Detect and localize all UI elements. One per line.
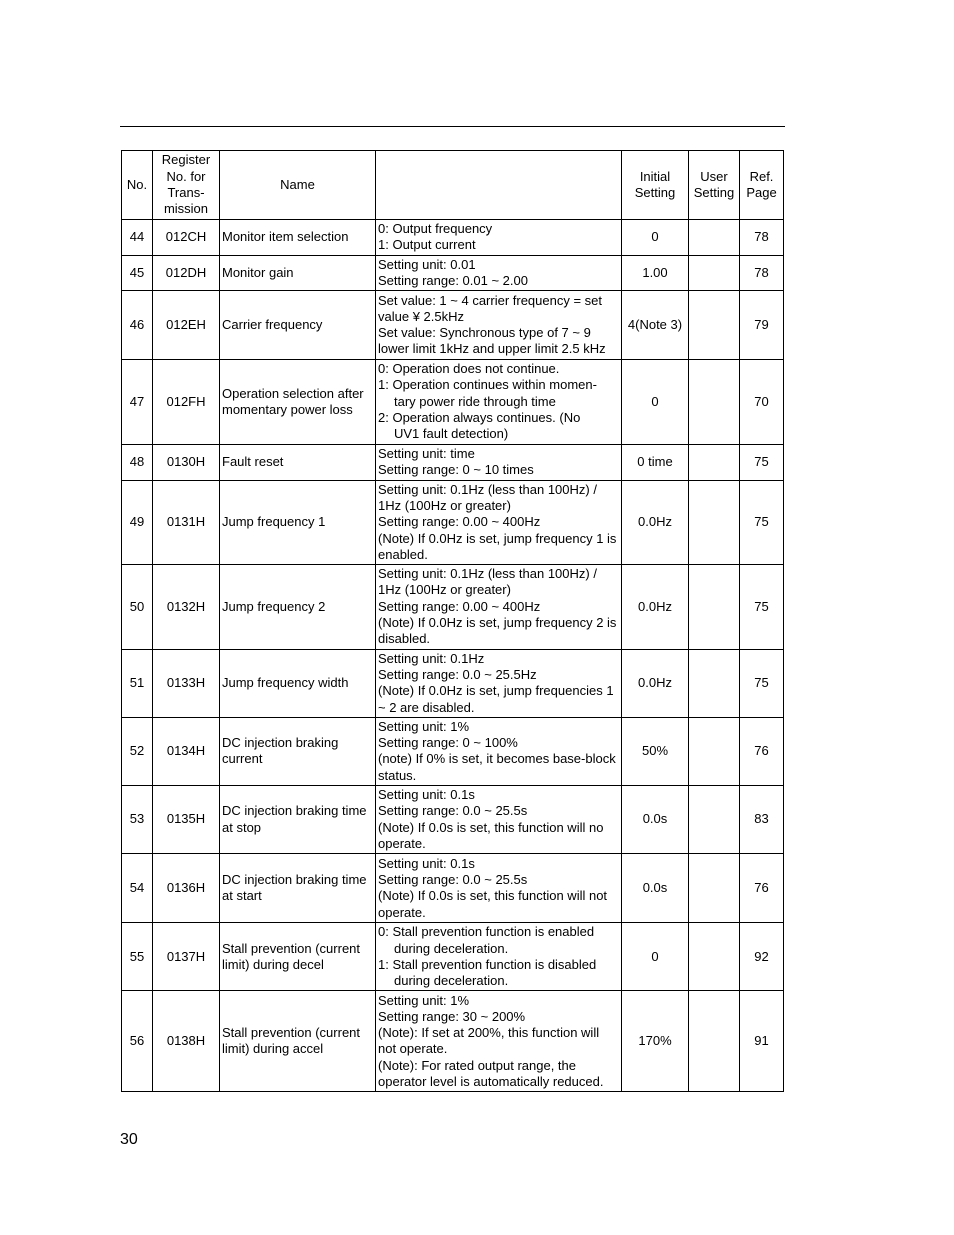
cell-initial-setting: 1.00 xyxy=(622,255,689,291)
cell-description xyxy=(376,360,622,444)
cell-no: 47 xyxy=(122,360,153,444)
cell-initial-setting: 0.0Hz xyxy=(622,649,689,717)
description-line: 1: Output current xyxy=(378,237,476,253)
cell-description xyxy=(376,444,622,480)
cell-ref-page: 76 xyxy=(740,854,784,923)
table-row xyxy=(122,786,784,854)
description-line: Setting range: 0.0 ~ 25.5s xyxy=(378,803,528,819)
cell-name xyxy=(220,717,376,785)
name-line: Jump frequency 1 xyxy=(222,514,326,530)
description-line: Setting range: 0.00 ~ 400Hz xyxy=(378,598,541,614)
cell-name xyxy=(220,444,376,480)
cell-name xyxy=(220,360,376,444)
description-line: Setting range: 0 ~ 10 times xyxy=(378,462,534,478)
header-description xyxy=(376,151,622,220)
cell-ref-page: 76 xyxy=(740,717,784,785)
cell-name xyxy=(220,480,376,564)
cell-description xyxy=(376,220,622,256)
name-line: Stall prevention (current limit) during decel xyxy=(222,940,361,972)
cell-initial-setting: 4(Note 3) xyxy=(622,291,689,360)
cell-no: 52 xyxy=(122,717,153,785)
description-line: (Note) If 0.0Hz is set, jump frequency 1 is enabled. xyxy=(378,530,617,562)
cell-register-no: 012DH xyxy=(153,255,220,291)
header-user-setting: User Setting xyxy=(689,151,740,220)
cell-ref-page: 75 xyxy=(740,444,784,480)
description-line: Setting unit: 0.1Hz (less than 100Hz) / 1Hz (100Hz or greater) xyxy=(378,566,597,598)
name-line: Monitor gain xyxy=(222,264,294,280)
description-line: Setting unit: time xyxy=(378,445,475,461)
description-line: (Note): If set at 200%, this function will not operate. xyxy=(378,1025,600,1057)
description-line: tary power ride through time xyxy=(394,393,556,409)
table-row xyxy=(122,220,784,256)
cell-initial-setting: 0 xyxy=(622,360,689,444)
cell-user-setting xyxy=(689,220,740,256)
cell-description xyxy=(376,649,622,717)
cell-name xyxy=(220,991,376,1092)
name-line: Fault reset xyxy=(222,454,284,470)
cell-name xyxy=(220,291,376,360)
cell-initial-setting: 0.0Hz xyxy=(622,480,689,564)
cell-initial-setting: 0 xyxy=(622,220,689,256)
header-initial-setting: Initial Setting xyxy=(622,151,689,220)
description-line: (note) If 0% is set, it becomes base-block status. xyxy=(378,751,616,783)
cell-ref-page: 70 xyxy=(740,360,784,444)
cell-initial-setting: 0.0s xyxy=(622,786,689,854)
table-header-row xyxy=(122,151,784,220)
cell-initial-setting: 0.0s xyxy=(622,854,689,923)
cell-ref-page: 92 xyxy=(740,923,784,991)
cell-ref-page: 75 xyxy=(740,649,784,717)
description-line: (Note): For rated output range, the operator level is automatically reduced. xyxy=(378,1057,604,1089)
cell-user-setting xyxy=(689,360,740,444)
cell-name xyxy=(220,255,376,291)
cell-register-no: 0131H xyxy=(153,480,220,564)
table-row xyxy=(122,649,784,717)
description-line: Setting unit: 0.1Hz (less than 100Hz) / 1Hz (100Hz or greater) xyxy=(378,481,597,513)
cell-initial-setting: 170% xyxy=(622,991,689,1092)
cell-initial-setting: 0 time xyxy=(622,444,689,480)
description-line: Setting unit: 0.01 xyxy=(378,256,476,272)
cell-no: 50 xyxy=(122,565,153,649)
cell-description xyxy=(376,923,622,991)
table-row xyxy=(122,717,784,785)
description-line: Setting unit: 1% xyxy=(378,992,470,1008)
cell-name xyxy=(220,786,376,854)
description-line: Setting range: 30 ~ 200% xyxy=(378,1008,526,1024)
cell-ref-page: 75 xyxy=(740,480,784,564)
cell-user-setting xyxy=(689,255,740,291)
cell-ref-page: 83 xyxy=(740,786,784,854)
name-line: Monitor item selection xyxy=(222,229,349,245)
cell-user-setting xyxy=(689,480,740,564)
cell-no: 45 xyxy=(122,255,153,291)
cell-ref-page: 91 xyxy=(740,991,784,1092)
description-line: 2: Operation always continues. (No xyxy=(378,410,581,426)
cell-no: 54 xyxy=(122,854,153,923)
cell-user-setting xyxy=(689,923,740,991)
table-row xyxy=(122,565,784,649)
name-line: DC injection braking current xyxy=(222,735,339,767)
cell-description xyxy=(376,717,622,785)
name-line: Jump frequency 2 xyxy=(222,598,326,614)
description-line: (Note) If 0.0Hz is set, jump frequencies 1 ~ 2 are disabled. xyxy=(378,683,614,715)
cell-name xyxy=(220,854,376,923)
description-line: Set value: Synchronous type of 7 ~ 9 lower limit 1kHz and upper limit 2.5 kHz xyxy=(378,325,606,357)
description-line: 1: Operation continues within momen- xyxy=(378,377,597,393)
page-number: 30 xyxy=(120,1131,138,1148)
cell-user-setting xyxy=(689,854,740,923)
description-line: Setting range: 0.0 ~ 25.5Hz xyxy=(378,666,537,682)
description-line: during deceleration. xyxy=(394,940,509,956)
description-line: (Note) If 0.0Hz is set, jump frequency 2 is disabled. xyxy=(378,615,617,647)
cell-register-no: 0132H xyxy=(153,565,220,649)
cell-description xyxy=(376,565,622,649)
description-line: Setting unit: 0.1Hz xyxy=(378,650,485,666)
cell-ref-page: 75 xyxy=(740,565,784,649)
header-rule xyxy=(120,126,785,127)
description-line: Setting range: 0.0 ~ 25.5s xyxy=(378,871,528,887)
cell-user-setting xyxy=(689,565,740,649)
cell-register-no: 012CH xyxy=(153,220,220,256)
cell-ref-page: 78 xyxy=(740,255,784,291)
name-line: DC injection braking time at stop xyxy=(222,803,367,835)
cell-no: 55 xyxy=(122,923,153,991)
cell-register-no: 0136H xyxy=(153,854,220,923)
parameter-table xyxy=(121,150,784,1092)
header-no: No. xyxy=(122,151,153,220)
cell-ref-page: 79 xyxy=(740,291,784,360)
cell-description xyxy=(376,291,622,360)
cell-name xyxy=(220,923,376,991)
description-line: Setting range: 0.00 ~ 400Hz xyxy=(378,514,541,530)
name-line: DC injection braking time at start xyxy=(222,871,367,904)
cell-register-no: 0135H xyxy=(153,786,220,854)
cell-register-no: 012EH xyxy=(153,291,220,360)
cell-initial-setting: 0.0Hz xyxy=(622,565,689,649)
header-ref-page: Ref. Page xyxy=(740,151,784,220)
table-row xyxy=(122,923,784,991)
cell-description xyxy=(376,854,622,923)
cell-ref-page: 78 xyxy=(740,220,784,256)
cell-user-setting xyxy=(689,291,740,360)
cell-no: 44 xyxy=(122,220,153,256)
description-line: UV1 fault detection) xyxy=(394,426,509,442)
name-line: Jump frequency width xyxy=(222,675,349,691)
description-line: (Note) If 0.0s is set, this function will no operate. xyxy=(378,819,604,851)
header-name: Name xyxy=(220,151,376,220)
description-line: 1: Stall prevention function is disabled xyxy=(378,956,597,972)
table-row xyxy=(122,360,784,444)
cell-no: 48 xyxy=(122,444,153,480)
cell-register-no: 0138H xyxy=(153,991,220,1092)
cell-description xyxy=(376,786,622,854)
description-line: Setting unit: 1% xyxy=(378,718,470,734)
cell-register-no: 0130H xyxy=(153,444,220,480)
description-line: during deceleration. xyxy=(394,973,509,989)
table-row xyxy=(122,444,784,480)
cell-user-setting xyxy=(689,786,740,854)
description-line: Set value: 1 ~ 4 carrier frequency = set value ¥ 2.5kHz xyxy=(378,292,603,324)
cell-register-no: 012FH xyxy=(153,360,220,444)
cell-description xyxy=(376,255,622,291)
description-line: Setting range: 0 ~ 100% xyxy=(378,735,518,751)
name-line: Carrier frequency xyxy=(222,317,323,333)
description-line: Setting unit: 0.1s xyxy=(378,855,475,871)
description-line: Setting unit: 0.1s xyxy=(378,787,475,803)
cell-user-setting xyxy=(689,717,740,785)
cell-no: 51 xyxy=(122,649,153,717)
cell-register-no: 0134H xyxy=(153,717,220,785)
cell-no: 53 xyxy=(122,786,153,854)
cell-description xyxy=(376,991,622,1092)
cell-user-setting xyxy=(689,649,740,717)
cell-name xyxy=(220,565,376,649)
description-line: Setting range: 0.01 ~ 2.00 xyxy=(378,272,528,288)
table-row xyxy=(122,480,784,564)
cell-name xyxy=(220,649,376,717)
header-register-no: Register No. for Trans- mission xyxy=(153,151,220,220)
cell-register-no: 0133H xyxy=(153,649,220,717)
cell-register-no: 0137H xyxy=(153,923,220,991)
name-line: Stall prevention (current limit) during accel xyxy=(222,1025,361,1057)
cell-initial-setting: 0 xyxy=(622,923,689,991)
table-row xyxy=(122,255,784,291)
cell-no: 56 xyxy=(122,991,153,1092)
cell-user-setting xyxy=(689,991,740,1092)
cell-initial-setting: 50% xyxy=(622,717,689,785)
description-line: 0: Operation does not continue. xyxy=(378,361,560,377)
cell-no: 46 xyxy=(122,291,153,360)
table-row xyxy=(122,854,784,923)
cell-user-setting xyxy=(689,444,740,480)
cell-no: 49 xyxy=(122,480,153,564)
name-line: Operation selection after momentary power loss xyxy=(222,385,364,417)
cell-name xyxy=(220,220,376,256)
cell-description xyxy=(376,480,622,564)
description-line: 0: Output frequency xyxy=(378,221,493,236)
description-line: (Note) If 0.0s is set, this function will not operate. xyxy=(378,888,608,920)
description-line: 0: Stall prevention function is enabled xyxy=(378,924,595,940)
table-row xyxy=(122,291,784,360)
table-row xyxy=(122,991,784,1092)
